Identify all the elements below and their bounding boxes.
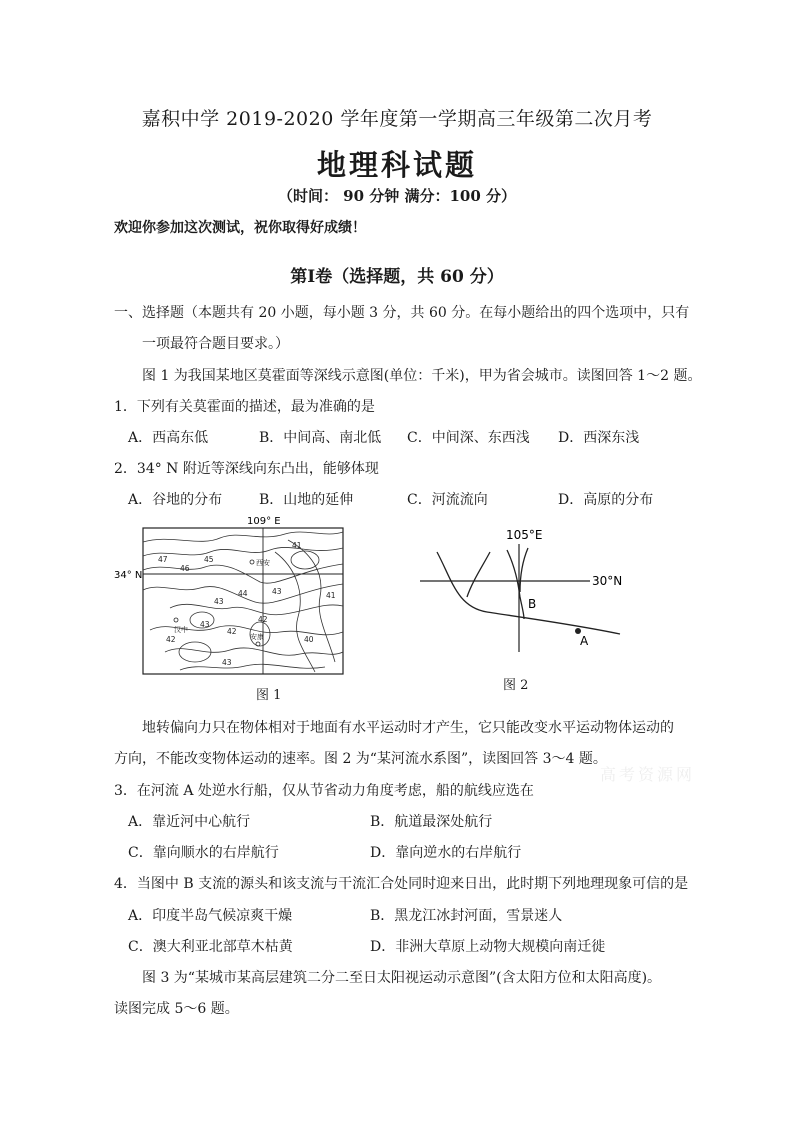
instructions-line-2: 一项最符合题目要求。） [142, 336, 289, 352]
q2-option-b: B．山地的延伸 [259, 492, 354, 508]
figure-2-caption: 图 2 [503, 678, 529, 693]
school-exam-title: 嘉积中学 2019-2020 学年度第一学期高三年级第二次月考 [141, 108, 653, 130]
watermark: 高考资源网 [600, 765, 696, 784]
fig1-place-label: 西安 [256, 559, 270, 567]
fig1-contour-label: 42 [258, 615, 268, 624]
question-3-stem: 3．在河流 A 处逆水行船，仅从节省动力角度考虑，船的航线应选在 [114, 783, 534, 799]
fig1-contour-label: 45 [204, 555, 214, 564]
fig1-city-marker [250, 560, 254, 564]
q2-option-a: A．谷地的分布 [128, 492, 223, 508]
q1-option-c: C．中间深、东西浅 [407, 430, 530, 446]
q1-option-b: B．中间高、南北低 [259, 430, 382, 446]
q3-option-d: D．靠向逆水的右岸航行 [370, 845, 522, 861]
figure-2-river-map [412, 522, 644, 670]
intro-q5-6-line-1: 图 3 为“某城市某高层建筑二分二至日太阳视运动示意图”(含太阳方位和太阳高度)。 [142, 970, 662, 986]
intro-q5-6-line-2: 读图完成 5～6 题。 [114, 1001, 239, 1017]
fig2-tributary-b [507, 550, 524, 619]
question-1-stem: 1．下列有关莫霍面的描述，最为准确的是 [114, 399, 375, 415]
q4-option-d: D．非洲大草原上动物大规模向南迁徙 [370, 939, 606, 955]
time-score-info: （时间： 90 分钟 满分：100 分） [277, 187, 517, 205]
section-title: 第Ⅰ卷（选择题，共 60 分） [290, 267, 504, 287]
fig1-contour-label: 43 [200, 620, 210, 629]
q4-option-a: A．印度半岛气候凉爽干燥 [128, 908, 293, 924]
q2-option-d: D．高原的分布 [558, 492, 654, 508]
fig2-river-lines [437, 548, 623, 634]
fig2-point-b-label: B [528, 597, 537, 611]
question-4-stem: 4．当图中 B 支流的源头和该支流与干流汇合处同时迎来日出，此时期下列地理现象可信的是 [114, 876, 689, 892]
fig1-contour-label: 43 [272, 587, 282, 596]
q3-option-a: A．靠近河中心航行 [128, 814, 251, 830]
fig1-contour-label: 46 [180, 564, 190, 573]
fig1-contour-label: 41 [326, 591, 336, 600]
fig2-tributary-east [520, 548, 528, 592]
q2-option-c: C．河流流向 [407, 492, 488, 508]
fig1-contour-lines [143, 532, 343, 672]
subject-title: 地理科试题 [316, 148, 477, 182]
fig1-contour-label: 43 [214, 597, 224, 606]
intro-q1-2: 图 1 为我国某地区莫霍面等深线示意图(单位：千米)，甲为省会城市。读图回答 1～2 题。 [142, 368, 702, 384]
fig1-longitude-label: 109° E [247, 516, 281, 527]
fig2-latitude-label: 30°N [592, 574, 623, 588]
figure-1-caption: 图 1 [256, 688, 282, 703]
fig2-main-river [437, 552, 623, 634]
intro-q3-4-line-1: 地转偏向力只在物体相对于地面有水平运动时才产生，它只能改变水平运动物体运动的 [142, 720, 674, 736]
fig1-contour-label: 41 [292, 541, 302, 550]
fig1-contour-label: 42 [227, 627, 237, 636]
q1-option-a: A．西高东低 [128, 430, 209, 446]
instructions-line-1: 一、选择题（本题共有 20 小题，每小题 3 分，共 60 分。在每小题给出的四个选项中，只有 [114, 305, 690, 321]
q4-option-b: B．黑龙江冰封河面，雪景迷人 [370, 908, 563, 924]
q1-option-d: D．西深东浅 [558, 430, 640, 446]
q4-option-c: C．澳大利亚北部草木枯黄 [128, 939, 293, 955]
welcome-message: 欢迎你参加这次测试，祝你取得好成绩！ [114, 220, 366, 236]
intro-q3-4-line-2: 方向，不能改变物体运动的速率。图 2 为“某河流水系图”，读图回答 3～4 题。 [114, 751, 607, 767]
fig2-longitude-label: 105°E [506, 528, 543, 542]
fig1-contour-label: 40 [304, 635, 314, 644]
fig1-contour-label: 44 [238, 589, 248, 598]
fig1-latitude-label: 34° N [114, 570, 143, 581]
question-2-stem: 2．34° N 附近等深线向东凸出，能够体现 [114, 461, 379, 477]
q3-option-c: C．靠向顺水的右岸航行 [128, 845, 279, 861]
figure-1-contour-map [110, 512, 360, 680]
fig1-contour-label: 43 [222, 658, 232, 667]
fig1-place-label: 安康 [250, 633, 264, 641]
fig2-point-a-label: A [580, 634, 589, 648]
fig1-contour-label: 42 [166, 635, 176, 644]
fig1-contour-label: 47 [158, 555, 168, 564]
fig1-city-marker [174, 618, 178, 622]
q3-option-b: B．航道最深处航行 [370, 814, 493, 830]
fig2-tributary-west [467, 552, 490, 597]
fig1-place-label: 汉中 [174, 626, 188, 634]
